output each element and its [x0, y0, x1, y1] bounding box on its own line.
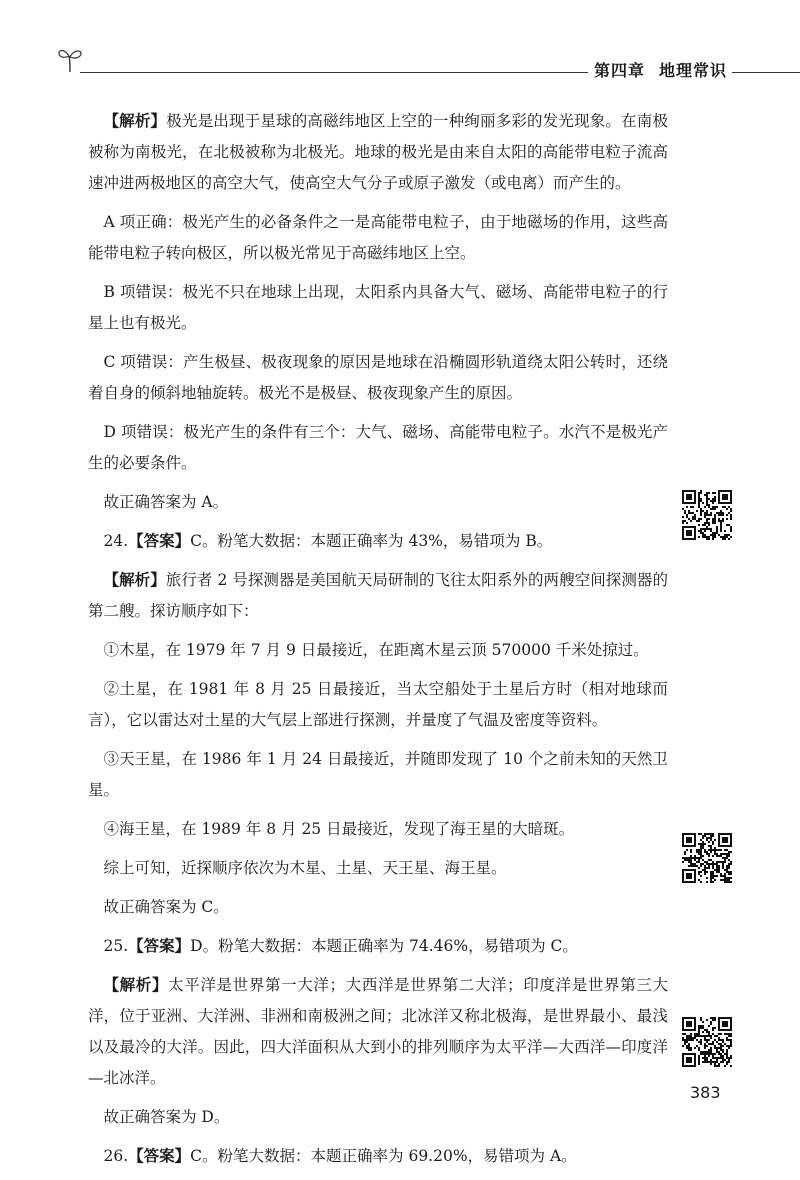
list-item: [88, 814, 668, 845]
answer-26: [88, 1141, 668, 1172]
answer-25: [88, 931, 668, 962]
question-number: 25.: [103, 937, 129, 955]
explanation-paragraph: [88, 106, 668, 199]
header-rule-right: [732, 72, 800, 73]
chapter-title: [594, 58, 727, 81]
paragraph-text: C。粉笔大数据：本题正确率为 69.20%，易错项为 A。: [190, 1147, 577, 1165]
header-rule-left: [80, 72, 588, 73]
summary-paragraph: [88, 853, 668, 884]
option-b-paragraph: [88, 277, 668, 339]
paragraph-text: D 项错误：极光产生的条件有三个：大气、磁场、高能带电粒子。水汽不是极光产生的必要条件。: [88, 423, 668, 472]
page-header: [0, 0, 800, 90]
option-d-paragraph: [88, 417, 668, 479]
paragraph-text: ①木星，在 1979 年 7 月 9 日最接近，在距离木星云顶 570000 千米处掠过。: [103, 641, 649, 659]
paragraph-text: 太平洋是世界第一大洋；大西洋是世界第二大洋；印度洋是世界第三大洋，位于亚洲、大洋洲、非洲和南极洲之间；北冰洋又称北极海，是世界最小、最浅以及最冷的大洋。因此，四大洋面积从大到小的排列顺序为太平洋—大西洋—印度洋—北冰洋。: [88, 976, 668, 1087]
explanation-paragraph: [88, 565, 668, 627]
qr-code-icon[interactable]: [682, 833, 732, 883]
explanation-tag: 【解析】: [103, 976, 169, 994]
answer-tag: 【答案】: [128, 532, 191, 550]
paragraph-text: C。粉笔大数据：本题正确率为 43%，易错项为 B。: [190, 532, 553, 550]
explanation-tag: 【解析】: [103, 571, 166, 589]
paragraph-text: 综上可知，近探顺序依次为木星、土星、天王星、海王星。: [103, 859, 507, 877]
explanation-tag: 【解析】: [103, 112, 167, 130]
paragraph-text: A 项正确：极光产生的必备条件之一是高能带电粒子，由于地磁场的作用，这些高能带电粒子转向极区，所以极光常见于高磁纬地区上空。: [88, 213, 668, 262]
question-number: 24.: [103, 532, 129, 550]
question-number: 26.: [103, 1147, 129, 1165]
list-item: [88, 744, 668, 806]
paragraph-text: 故正确答案为 C。: [103, 898, 229, 916]
option-c-paragraph: [88, 347, 668, 409]
paragraph-text: 旅行者 2 号探测器是美国航天局研制的飞往太阳系外的两艘空间探测器的第二艘。探访顺序如下：: [88, 571, 668, 620]
conclusion-paragraph: [88, 1102, 668, 1133]
paragraph-text: C 项错误：产生极昼、极夜现象的原因是地球在沿椭圆形轨道绕太阳公转时，还绕着自身的倾斜地轴旋转。极光不是极昼、极夜现象产生的原因。: [88, 353, 668, 402]
paragraph-text: B 项错误：极光不只在地球上出现，太阳系内具备大气、磁场、高能带电粒子的行星上也有极光。: [88, 283, 668, 332]
list-item: [88, 635, 668, 666]
paragraph-text: 极光是出现于星球的高磁纬地区上空的一种绚丽多彩的发光现象。在南极被称为南极光，在北极被称为北极光。地球的极光是由来自太阳的高能带电粒子流高速冲进两极地区的高空大气，使高空大气分子或原子激发（或电离）而产生的。: [88, 112, 668, 192]
conclusion-paragraph: [88, 892, 668, 923]
qr-code-icon[interactable]: [682, 490, 732, 540]
answer-tag: 【答案】: [128, 937, 191, 955]
page-number: 383: [690, 1083, 721, 1102]
answer-24: [88, 526, 668, 557]
conclusion-paragraph: [88, 487, 668, 518]
answer-tag: 【答案】: [128, 1147, 191, 1165]
chapter-section: 地理常识: [659, 61, 728, 80]
paragraph-text: 故正确答案为 D。: [103, 1108, 230, 1126]
list-item: [88, 674, 668, 736]
page-body: [88, 106, 668, 1180]
paragraph-text: 故正确答案为 A。: [103, 493, 229, 511]
paragraph-text: D。粉笔大数据：本题正确率为 74.46%，易错项为 C。: [190, 937, 578, 955]
explanation-paragraph: [88, 970, 668, 1094]
sprout-icon: [56, 44, 84, 74]
option-a-paragraph: [88, 207, 668, 269]
qr-code-icon[interactable]: [682, 1017, 732, 1067]
paragraph-text: ④海王星，在 1989 年 8 月 25 日最接近，发现了海王星的大暗斑。: [103, 820, 575, 838]
chapter-number: 第四章: [594, 61, 646, 80]
paragraph-text: ③天王星，在 1986 年 1 月 24 日最接近，并随即发现了 10 个之前未知的天然卫星。: [88, 750, 668, 799]
paragraph-text: ②土星，在 1981 年 8 月 25 日最接近，当太空船处于土星后方时（相对地球而言），它以雷达对土星的大气层上部进行探测，并量度了气温及密度等资料。: [88, 680, 668, 729]
